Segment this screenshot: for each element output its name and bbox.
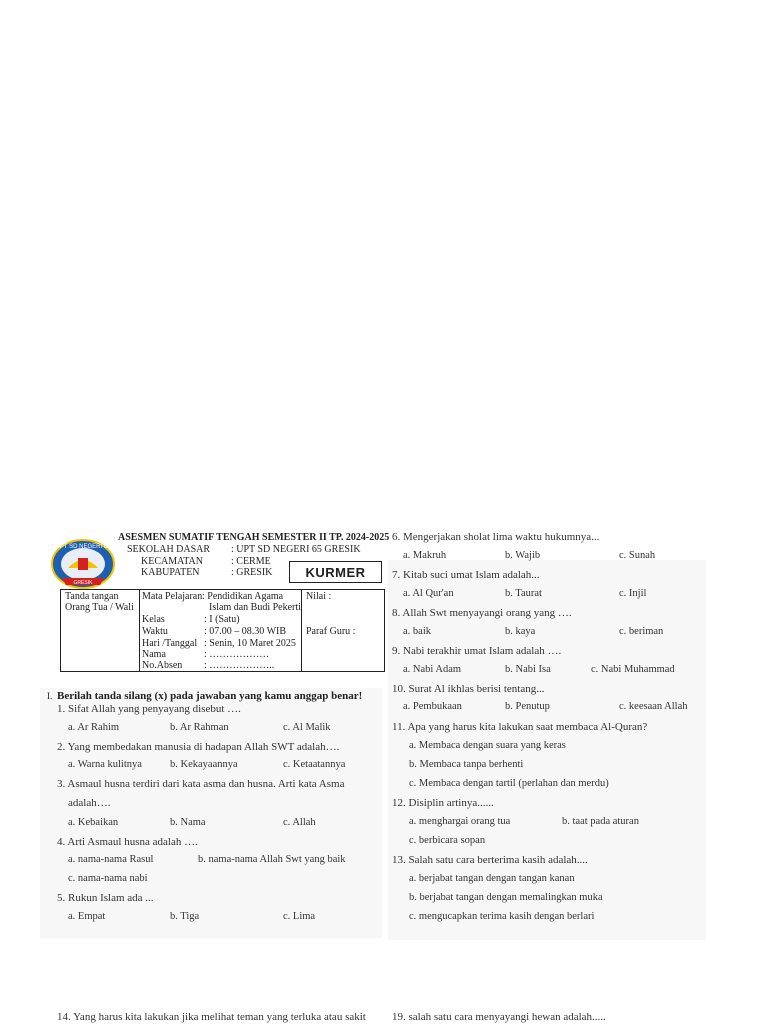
q12-option-a[interactable]: a. menghargai orang tua	[409, 816, 511, 827]
q8-option-a[interactable]: a. baik	[403, 626, 431, 637]
q10-option-a[interactable]: a. Pembukaan	[403, 701, 462, 712]
question-7: 7. Kitab suci umat Islam adalah...	[392, 569, 540, 581]
q4-option-a[interactable]: a. nama-nama Rasul	[68, 854, 154, 865]
q1-option-a[interactable]: a. Ar Rahim	[68, 722, 120, 733]
q3-option-b[interactable]: b. Nama	[170, 817, 206, 828]
q6-option-a[interactable]: a. Makruh	[403, 550, 447, 561]
school-logo	[50, 538, 116, 590]
section-instruction: Berilah tanda silang (x) pada jawaban yang kamu anggap benar!	[57, 690, 363, 702]
curriculum-badge: KURMER	[289, 561, 382, 583]
q2-option-b[interactable]: b. Kekayaannya	[170, 759, 238, 770]
q6-option-c[interactable]: c. Sunah	[619, 550, 656, 561]
q7-option-c[interactable]: c. Injil	[619, 588, 647, 599]
q6-option-b[interactable]: b. Wajib	[505, 550, 541, 561]
class-label: Kelas	[142, 614, 165, 625]
question-12: 12. Disiplin artinya......	[392, 797, 494, 809]
district-value: : CERME	[231, 556, 271, 567]
q9-option-b[interactable]: b. Nabi Isa	[505, 664, 551, 675]
regency-value: : GRESIK	[231, 567, 273, 578]
class-value: : I (Satu)	[204, 614, 240, 625]
exam-title: ASESMEN SUMATIF TENGAH SEMESTER II TP. 2024-2025	[118, 532, 390, 543]
q5-option-c[interactable]: c. Lima	[283, 911, 316, 922]
q4-option-b[interactable]: b. nama-nama Allah Swt yang baik	[198, 854, 346, 865]
regency-label: KABUPATEN	[141, 567, 200, 578]
q11-option-a[interactable]: a. Membaca dengan suara yang keras	[409, 740, 566, 751]
q13-option-b[interactable]: b. berjabat tangan dengan memalingkan muka	[409, 892, 603, 903]
q10-option-c[interactable]: c. keesaan Allah	[619, 701, 688, 712]
question-5: 5. Rukun Islam ada ...	[57, 892, 154, 904]
teacher-initial-label: Paraf Guru :	[306, 626, 356, 637]
name-label: Nama	[142, 649, 166, 660]
q10-option-b[interactable]: b. Penutup	[505, 701, 550, 712]
question-19: 19. salah satu cara menyayangi hewan adalah.....	[392, 1011, 606, 1023]
question-1: 1. Sifat Allah yang penyayang disebut ….	[57, 703, 241, 715]
q3-option-c[interactable]: c. Allah	[283, 817, 316, 828]
name-field[interactable]: : ………………	[204, 649, 270, 660]
absen-label: No.Absen	[142, 660, 183, 671]
section-number: I.	[47, 691, 53, 701]
signature-label-1: Tanda tangan	[65, 591, 119, 602]
time-label: Waktu	[142, 626, 168, 637]
question-8: 8. Allah Swt menyayangi orang yang ….	[392, 607, 572, 619]
date-value: : Senin, 10 Maret 2025	[204, 638, 296, 649]
q9-option-c[interactable]: c. Nabi Muhammad	[591, 664, 675, 675]
q12-option-b[interactable]: b. taat pada aturan	[562, 816, 639, 827]
q1-option-b[interactable]: b. Ar Rahman	[170, 722, 229, 733]
q8-option-c[interactable]: c. beriman	[619, 626, 664, 637]
school-value: : UPT SD NEGERI 65 GRESIK	[231, 544, 361, 555]
q7-option-b[interactable]: b. Taurat	[505, 588, 542, 599]
q2-option-c[interactable]: c. Ketaatannya	[283, 759, 346, 770]
q12-option-c[interactable]: c. berbicara sopan	[409, 835, 486, 846]
absen-field[interactable]: : ………………..	[204, 660, 275, 671]
question-9: 9. Nabi terakhir umat Islam adalah ….	[392, 645, 562, 657]
question-14: 14. Yang harus kita lakukan jika melihat teman yang terluka atau sakit	[57, 1011, 366, 1023]
logo-bottom-text: GRESIK	[73, 580, 93, 586]
question-13: 13. Salah satu cara berterima kasih adalah....	[392, 854, 588, 866]
question-11: 11. Apa yang harus kita lakukan saat membaca Al-Quran?	[392, 721, 648, 733]
q11-option-c[interactable]: c. Membaca dengan tartil (perlahan dan merdu)	[409, 778, 609, 789]
q8-option-b[interactable]: b. kaya	[505, 626, 536, 637]
subject-value-cont: Islam dan Budi Pekerti	[209, 602, 301, 613]
subject-label: Mata Pelajaran	[142, 591, 203, 602]
q5-option-a[interactable]: a. Empat	[68, 911, 106, 922]
logo-top-text: UPT SD NEGERI 65	[55, 544, 111, 550]
q13-option-a[interactable]: a. berjabat tangan dengan tangan kanan	[409, 873, 575, 884]
q4-option-c[interactable]: c. nama-nama nabi	[68, 873, 148, 884]
q2-option-a[interactable]: a. Warna kulitnya	[68, 759, 142, 770]
time-value: : 07.00 – 08.30 WIB	[204, 626, 287, 637]
q7-option-a[interactable]: a. Al Qur'an	[403, 588, 454, 599]
q1-option-c[interactable]: c. Al Malik	[283, 722, 331, 733]
school-label: SEKOLAH DASAR	[127, 544, 211, 555]
signature-label-2: Orang Tua / Wali	[65, 602, 134, 613]
q13-option-c[interactable]: c. mengucapkan terima kasih dengan berlari	[409, 911, 595, 922]
q3-option-a[interactable]: a. Kebaikan	[68, 817, 119, 828]
q9-option-a[interactable]: a. Nabi Adam	[403, 664, 462, 675]
date-label: Hari /Tanggal	[142, 638, 198, 649]
question-3: 3. Asmaul husna terdiri dari kata asma dan husna. Arti kata Asma	[57, 778, 345, 790]
question-3-cont: adalah….	[68, 797, 111, 809]
question-4: 4. Arti Asmaul husna adalah ….	[57, 836, 198, 848]
district-label: KECAMATAN	[141, 556, 203, 567]
question-2: 2. Yang membedakan manusia di hadapan Allah SWT adalah….	[57, 741, 340, 753]
subject-value: : Pendidikan Agama	[202, 591, 284, 602]
q11-option-b[interactable]: b. Membaca tanpa berhenti	[409, 759, 524, 770]
question-10: 10. Surat Al ikhlas berisi tentang...	[392, 683, 545, 695]
student-info-box	[60, 589, 385, 672]
question-6: 6. Mengerjakan sholat lima waktu hukumnya...	[392, 531, 600, 543]
q5-option-b[interactable]: b. Tiga	[170, 911, 200, 922]
score-label: Nilai :	[306, 591, 332, 602]
